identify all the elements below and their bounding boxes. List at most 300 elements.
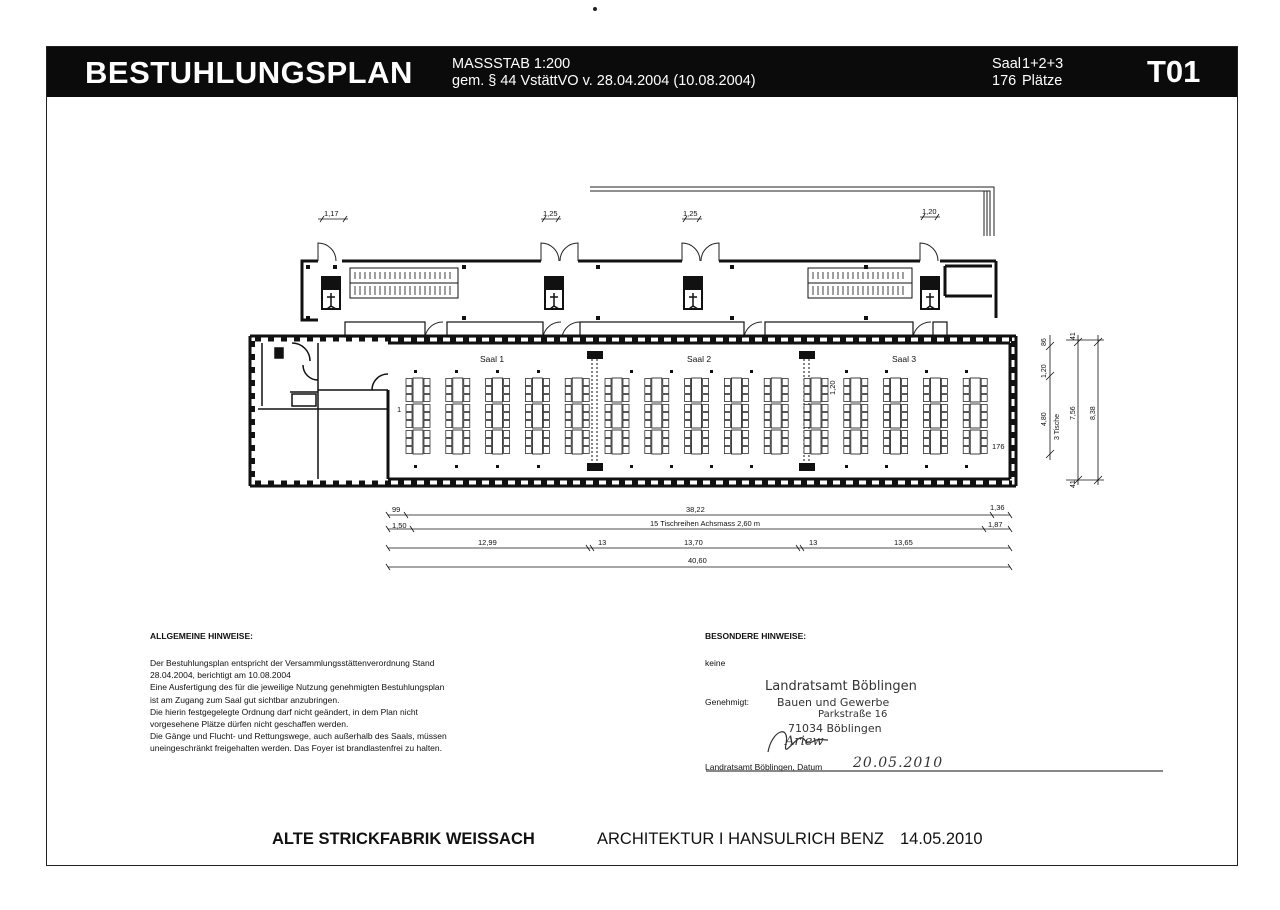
chair	[486, 379, 492, 386]
chair	[724, 387, 730, 394]
chair	[703, 413, 709, 420]
table	[851, 404, 861, 428]
chair	[884, 431, 890, 438]
chair	[464, 439, 470, 446]
chair	[605, 431, 611, 438]
chair	[782, 439, 788, 446]
chair	[565, 439, 571, 446]
chair	[981, 379, 987, 386]
chair	[941, 405, 947, 412]
table	[493, 378, 503, 402]
chair	[583, 447, 589, 454]
chair	[941, 439, 947, 446]
chair	[685, 379, 691, 386]
chair	[742, 413, 748, 420]
dim-side-120: 1,20	[1041, 364, 1048, 378]
chair	[764, 431, 770, 438]
table	[532, 378, 542, 402]
table	[970, 404, 980, 428]
table	[891, 430, 901, 454]
chair	[862, 421, 868, 428]
chair	[902, 379, 908, 386]
chair	[764, 439, 770, 446]
chair	[486, 405, 492, 412]
chair	[406, 405, 412, 412]
table	[930, 430, 940, 454]
approved-label: Genehmigt:	[705, 697, 749, 707]
chair	[862, 387, 868, 394]
chair	[884, 439, 890, 446]
chair	[923, 387, 929, 394]
chair	[663, 413, 669, 420]
chair	[941, 387, 947, 394]
chair	[504, 395, 510, 402]
table	[532, 404, 542, 428]
seat-number-first: 1	[397, 405, 402, 414]
seat-count-label: Plätze	[1022, 73, 1063, 89]
chair	[543, 395, 549, 402]
chair	[583, 421, 589, 428]
chair	[884, 395, 890, 402]
dim-total: 40,60	[688, 556, 707, 565]
chair	[963, 413, 969, 420]
table	[612, 430, 622, 454]
chair	[543, 405, 549, 412]
table	[771, 404, 781, 428]
table	[612, 378, 622, 402]
chair	[902, 421, 908, 428]
chair	[486, 431, 492, 438]
chair	[822, 431, 828, 438]
chair	[902, 431, 908, 438]
dim-13-b: 13	[809, 538, 818, 547]
chair	[703, 387, 709, 394]
general-notes-heading: ALLGEMEINE HINWEISE:	[150, 631, 253, 641]
chair	[504, 421, 510, 428]
table	[692, 430, 702, 454]
dim-136: 1,36	[990, 503, 1005, 512]
regulation-text: gem. § 44 VstättVO v. 28.04.2004 (10.08.2004)	[452, 73, 756, 89]
chair	[565, 405, 571, 412]
chair	[963, 439, 969, 446]
seat-count: 176	[992, 73, 1017, 89]
table	[970, 378, 980, 402]
chair	[605, 387, 611, 394]
chair	[981, 447, 987, 454]
chair	[764, 413, 770, 420]
chair	[525, 379, 531, 386]
chair	[645, 413, 651, 420]
chair	[605, 405, 611, 412]
table	[652, 378, 662, 402]
general-note-line: ist am Zugang zum Saal gut sichtbar anzubringen.	[150, 694, 340, 705]
chair	[525, 413, 531, 420]
general-note-line: Die hierin festgegelegte Ordnung darf nicht geändert, in dem Plan nicht	[150, 706, 418, 717]
chair	[663, 431, 669, 438]
hall-number: 1+2+3	[1022, 56, 1064, 72]
chair	[645, 395, 651, 402]
chair	[822, 405, 828, 412]
approval-stamp-line2: Bauen und Gewerbe	[777, 696, 890, 709]
chair	[724, 379, 730, 386]
chair	[884, 379, 890, 386]
chair	[884, 421, 890, 428]
chair	[486, 413, 492, 420]
chair	[543, 421, 549, 428]
chair	[583, 405, 589, 412]
general-note-line: 28.04.2004, berichtigt am 10.08.2004	[150, 670, 291, 681]
chair	[703, 431, 709, 438]
chair	[565, 395, 571, 402]
chair	[923, 447, 929, 454]
chair	[464, 387, 470, 394]
dim-side-41-top: 41	[1070, 332, 1077, 340]
chair	[543, 379, 549, 386]
chair	[464, 395, 470, 402]
table	[572, 430, 582, 454]
signature: Ariew	[785, 734, 824, 749]
chair	[543, 447, 549, 454]
chair	[822, 413, 828, 420]
side-rooms	[258, 343, 388, 479]
chair	[884, 413, 890, 420]
chair	[486, 387, 492, 394]
chair	[565, 447, 571, 454]
table	[891, 404, 901, 428]
chair	[764, 395, 770, 402]
chair	[923, 413, 929, 420]
chair	[742, 431, 748, 438]
chair	[685, 387, 691, 394]
chair	[504, 413, 510, 420]
chair	[424, 421, 430, 428]
table	[811, 378, 821, 402]
dim-side-86: 86	[1041, 338, 1048, 346]
chair	[565, 431, 571, 438]
chair	[902, 413, 908, 420]
chair	[406, 387, 412, 394]
door-width-4: 1,20	[922, 207, 937, 216]
chair	[884, 447, 890, 454]
chair	[782, 431, 788, 438]
chair	[703, 421, 709, 428]
chair	[742, 387, 748, 394]
dim-side-838: 8,38	[1090, 406, 1097, 420]
dim-1365: 13,65	[894, 538, 913, 547]
chair	[941, 447, 947, 454]
general-note-line: vorgesehene Plätze dürfen nicht geschaffen werden.	[150, 719, 349, 730]
table	[771, 430, 781, 454]
dim-3822: 38,22	[686, 505, 705, 514]
chair	[446, 413, 452, 420]
chair	[583, 439, 589, 446]
chair	[623, 413, 629, 420]
signature-date: 20.05.2010	[853, 755, 944, 771]
chair	[504, 387, 510, 394]
chair	[963, 379, 969, 386]
table	[891, 378, 901, 402]
chair	[424, 413, 430, 420]
chair	[862, 431, 868, 438]
door-width-1: 1,17	[324, 209, 339, 218]
chair	[543, 413, 549, 420]
chair	[963, 405, 969, 412]
chair	[583, 431, 589, 438]
chair	[782, 413, 788, 420]
chair	[623, 387, 629, 394]
chair	[605, 395, 611, 402]
table	[572, 378, 582, 402]
chair	[923, 421, 929, 428]
chair	[406, 379, 412, 386]
table	[851, 430, 861, 454]
chair	[724, 431, 730, 438]
chair	[623, 421, 629, 428]
dim-side-tables: 3 Tische	[1054, 413, 1061, 440]
table	[811, 404, 821, 428]
chair	[583, 395, 589, 402]
chair	[764, 405, 770, 412]
chair	[862, 447, 868, 454]
chair	[782, 379, 788, 386]
table	[652, 404, 662, 428]
chair	[623, 431, 629, 438]
chair	[623, 395, 629, 402]
sheet-code: T01	[1147, 54, 1201, 89]
table	[413, 378, 423, 402]
chair	[742, 447, 748, 454]
table	[731, 430, 741, 454]
foyer-walls	[302, 261, 996, 320]
table	[493, 404, 503, 428]
table	[930, 404, 940, 428]
chair	[525, 387, 531, 394]
chair	[464, 447, 470, 454]
chair	[504, 439, 510, 446]
chair	[446, 439, 452, 446]
table	[692, 378, 702, 402]
chair	[764, 379, 770, 386]
exit-sign-icon	[321, 276, 940, 310]
chair	[623, 439, 629, 446]
room-label-3: Saal 3	[892, 354, 917, 364]
chair	[902, 395, 908, 402]
chair	[446, 431, 452, 438]
chair	[724, 413, 730, 420]
chair	[663, 447, 669, 454]
door-width-2: 1,25	[543, 209, 558, 218]
table	[771, 378, 781, 402]
chair	[565, 413, 571, 420]
chair	[963, 431, 969, 438]
chair	[406, 413, 412, 420]
chair	[645, 387, 651, 394]
table	[453, 378, 463, 402]
chair	[844, 431, 850, 438]
chair	[464, 431, 470, 438]
chair	[424, 379, 430, 386]
chair	[941, 395, 947, 402]
general-note-line: uneingeschränkt freigehalten werden. Das Foyer ist brandlastenfrei zu halten.	[150, 743, 443, 754]
chair	[963, 387, 969, 394]
chair	[464, 405, 470, 412]
chair	[605, 421, 611, 428]
signature-line-label: Landratsamt Böblingen, Datum	[705, 762, 823, 772]
side-dimension-labels	[1041, 332, 1097, 488]
chair	[782, 395, 788, 402]
chair	[645, 447, 651, 454]
chair	[525, 395, 531, 402]
chair	[724, 395, 730, 402]
chair	[923, 431, 929, 438]
chair	[884, 387, 890, 394]
chair	[981, 431, 987, 438]
chair	[822, 439, 828, 446]
chair	[782, 387, 788, 394]
chair	[645, 439, 651, 446]
general-notes	[150, 657, 447, 755]
chair	[782, 421, 788, 428]
chair	[685, 405, 691, 412]
chair	[583, 413, 589, 420]
table	[453, 430, 463, 454]
special-notes-text: keine	[705, 658, 726, 668]
chair	[981, 387, 987, 394]
project-name: ALTE STRICKFABRIK WEISSACH	[272, 830, 535, 848]
chair	[565, 387, 571, 394]
chair	[703, 395, 709, 402]
chair	[446, 447, 452, 454]
chair	[804, 413, 810, 420]
chair	[446, 379, 452, 386]
seating-layout	[406, 378, 987, 454]
chair	[663, 439, 669, 446]
chair	[464, 413, 470, 420]
chair	[804, 379, 810, 386]
chair	[424, 431, 430, 438]
chair	[464, 379, 470, 386]
chair	[446, 395, 452, 402]
chair	[525, 439, 531, 446]
chair	[844, 395, 850, 402]
table	[413, 404, 423, 428]
plan-title: BESTUHLUNGSPLAN	[85, 55, 413, 90]
chair	[804, 431, 810, 438]
chair	[583, 379, 589, 386]
chair	[406, 439, 412, 446]
table	[493, 430, 503, 454]
chair	[504, 405, 510, 412]
approval-stamp-line1: Landratsamt Böblingen	[765, 679, 917, 694]
chair	[486, 395, 492, 402]
chair	[724, 421, 730, 428]
special-notes-heading: BESONDERE HINWEISE:	[705, 631, 807, 641]
chair	[424, 395, 430, 402]
chair	[804, 439, 810, 446]
chair	[605, 439, 611, 446]
chair	[486, 421, 492, 428]
table	[453, 404, 463, 428]
chair	[804, 405, 810, 412]
chair	[941, 431, 947, 438]
chair	[663, 405, 669, 412]
general-note-line: Die Gänge und Flucht- und Rettungswege, auch außerhalb des Saals, müssen	[150, 731, 447, 742]
chair	[685, 395, 691, 402]
chair	[804, 387, 810, 394]
chair	[703, 405, 709, 412]
chair	[963, 447, 969, 454]
dim-side-756: 7,56	[1070, 406, 1077, 420]
chair	[804, 395, 810, 402]
dim-187: 1,87	[988, 520, 1003, 529]
staircase-right	[808, 268, 912, 298]
chair	[663, 395, 669, 402]
chair	[406, 421, 412, 428]
chair	[923, 439, 929, 446]
chair	[764, 421, 770, 428]
dim-axis-note: 15 Tischreihen Achsmass 2,60 m	[650, 519, 761, 528]
chair	[862, 395, 868, 402]
general-note-line: Eine Ausfertigung des für die jeweilige Nutzung genehmigten Bestuhlungsplan	[150, 682, 445, 693]
table	[532, 430, 542, 454]
chair	[486, 447, 492, 454]
chair	[981, 439, 987, 446]
chair	[742, 421, 748, 428]
chair	[981, 395, 987, 402]
chair	[685, 413, 691, 420]
chair	[525, 447, 531, 454]
table	[652, 430, 662, 454]
chair	[782, 447, 788, 454]
chair	[685, 421, 691, 428]
scale-text: MASSSTAB 1:200	[452, 56, 571, 72]
chair	[981, 421, 987, 428]
chair	[862, 405, 868, 412]
table	[731, 378, 741, 402]
door-dimension-lines	[318, 214, 940, 222]
chair	[605, 413, 611, 420]
chair	[724, 405, 730, 412]
chair	[902, 447, 908, 454]
footer-date: 14.05.2010	[900, 830, 983, 848]
hall-label: Saal	[992, 56, 1022, 72]
chair	[663, 421, 669, 428]
dim-side-480: 4,80	[1041, 412, 1048, 426]
general-note-line: Der Bestuhlungsplan entspricht der Versammlungsstättenverordnung Stand	[150, 658, 435, 668]
dim-side-41-bottom: 41	[1070, 480, 1077, 488]
chair	[486, 439, 492, 446]
chair	[406, 395, 412, 402]
table	[970, 430, 980, 454]
bottom-dimension-labels	[392, 503, 1005, 565]
chair	[543, 387, 549, 394]
table	[731, 404, 741, 428]
chair	[804, 421, 810, 428]
chair	[724, 447, 730, 454]
chair	[941, 421, 947, 428]
chair	[605, 379, 611, 386]
chair	[844, 421, 850, 428]
room-label-2: Saal 2	[687, 354, 712, 364]
chair	[941, 379, 947, 386]
chair	[565, 421, 571, 428]
table	[612, 404, 622, 428]
chair	[844, 413, 850, 420]
chair	[703, 379, 709, 386]
chair	[645, 421, 651, 428]
chair	[742, 439, 748, 446]
approval-stamp-line3: Parkstraße 16	[818, 709, 888, 720]
